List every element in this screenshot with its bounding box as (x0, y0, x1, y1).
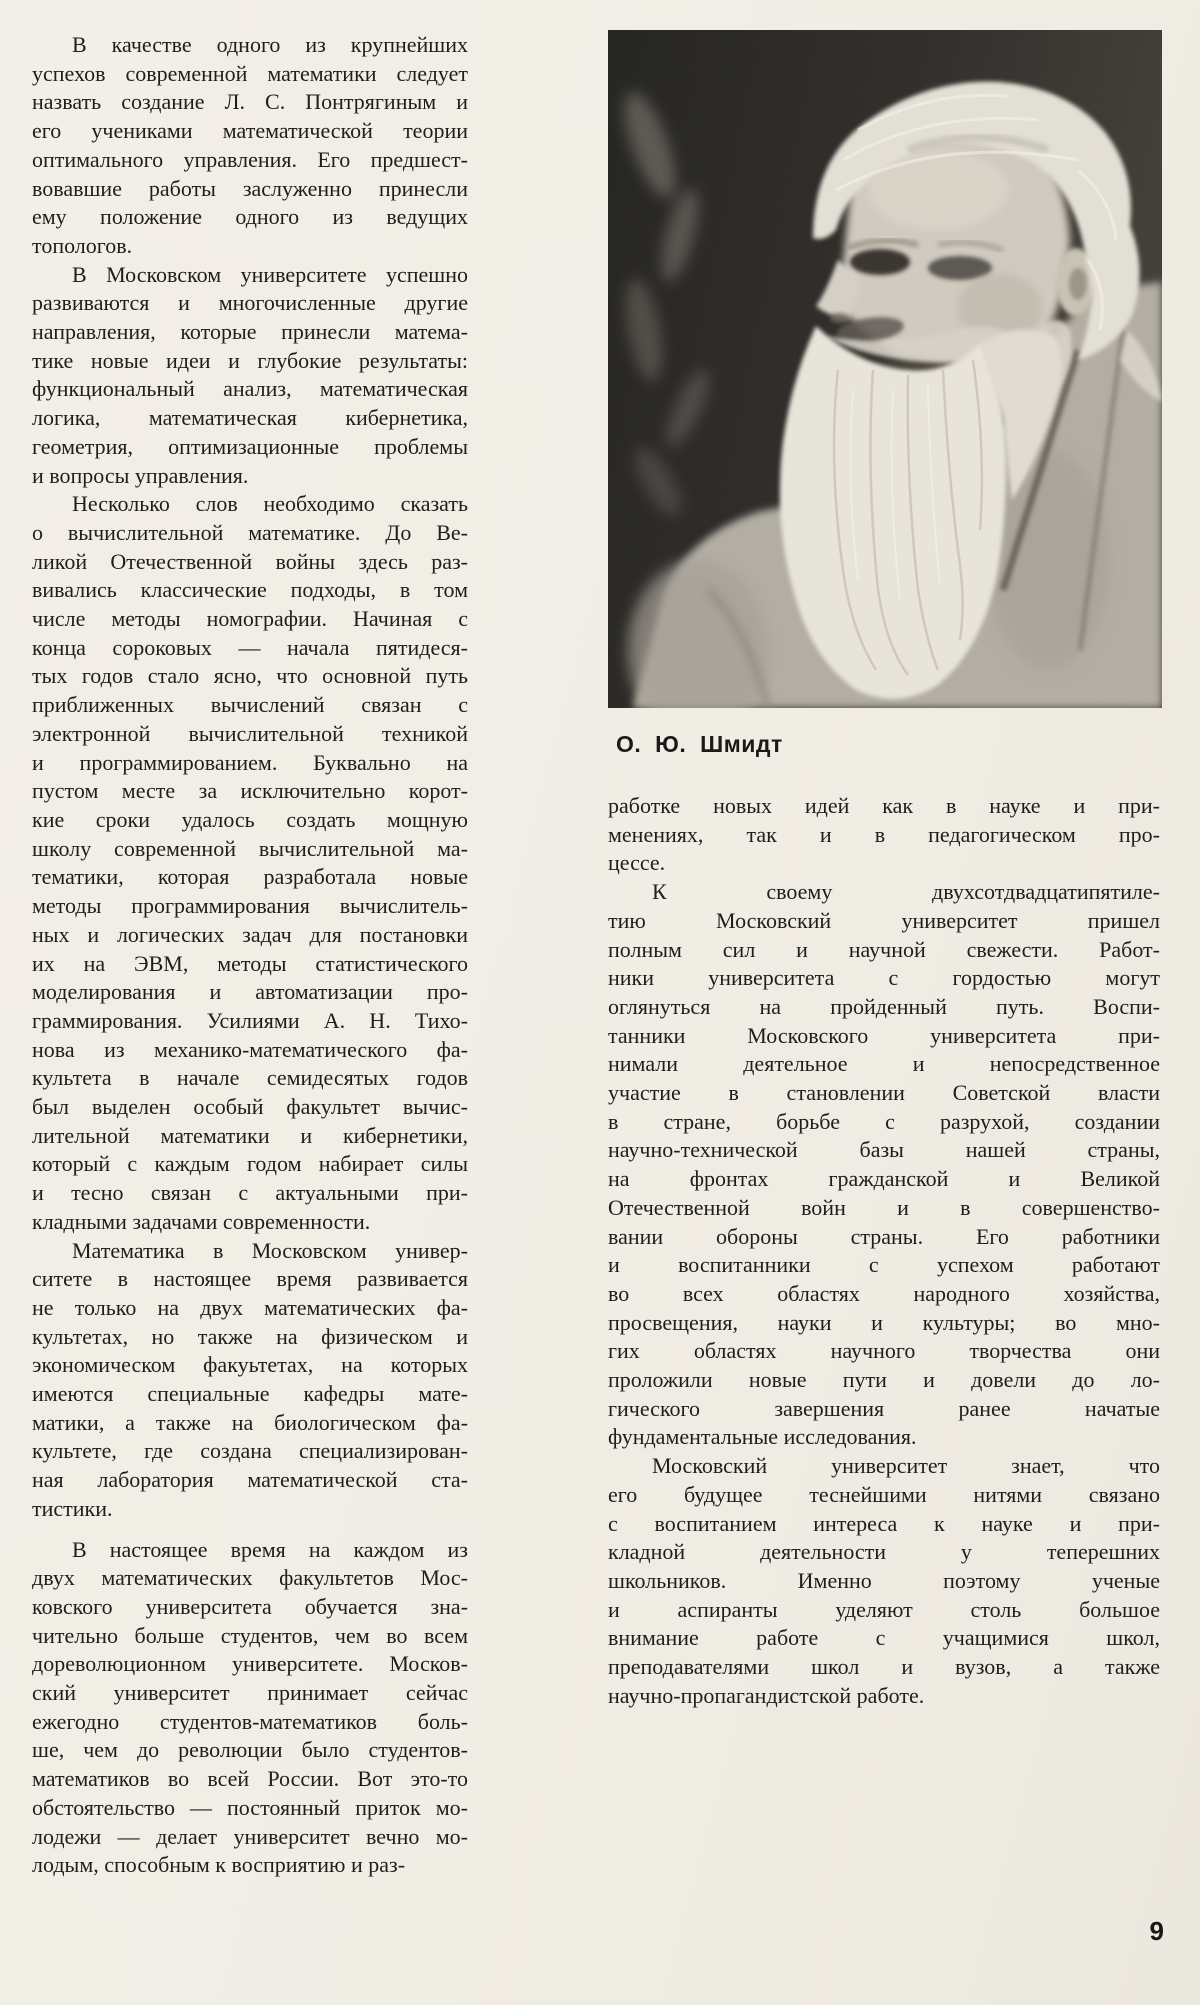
text-line: нимали деятельное и непосредственное (608, 1051, 1160, 1077)
text-line: менениях, так и в педагогическом про- (608, 821, 1160, 847)
text-line: направления, которые принесли матема- (32, 319, 468, 345)
text-line: тике новые идеи и глубокие результаты: (32, 347, 468, 373)
text-line: кладной деятельности у теперешних (608, 1539, 1160, 1565)
text-line: числе методы номографии. Начиная с (32, 606, 468, 632)
paragraph (32, 1536, 468, 1880)
text-line: который с каждым годом набирает силы (32, 1151, 468, 1177)
paragraph (608, 878, 1160, 1452)
text-line: их на ЭВМ, методы статистического (32, 950, 468, 976)
text-line: культете, где создана специализирован- (32, 1438, 468, 1464)
text-line: лодым, способным к восприятию и раз- (32, 1852, 406, 1878)
text-line: во всех областях народного хозяйства, (608, 1280, 1160, 1306)
left-text-column (32, 31, 468, 1880)
text-line: просвещения, науки и культуры; во мно- (608, 1309, 1160, 1335)
text-line: кие сроки удалось создать мощную (32, 806, 468, 832)
text-line: и программированием. Буквально на (32, 749, 468, 775)
text-line: вании обороны страны. Его работники (608, 1223, 1160, 1249)
text-line: гического завершения ранее начатые (608, 1395, 1160, 1421)
text-line: конца сороковых — начала пятидеся- (32, 634, 468, 660)
text-line: нова из механико-математического фа- (32, 1036, 468, 1062)
text-line: ная лаборатория математической ста- (32, 1467, 468, 1493)
text-line: экономическом факуьтетах, на которых (32, 1352, 468, 1378)
text-line: тию Московский университет пришел (608, 907, 1160, 933)
text-line: Московский университет знает, что (652, 1453, 1160, 1479)
text-line: проложили новые пути и довели до ло- (608, 1367, 1160, 1393)
portrait-photo-block (608, 30, 1162, 757)
text-line: ше, чем до революции было студентов- (32, 1737, 468, 1763)
text-line: тистики. (32, 1495, 113, 1521)
text-line: вовавшие работы заслуженно принесли (32, 175, 468, 201)
text-line: двух математических факультетов Мос- (32, 1565, 468, 1591)
text-line: ники университета с гордостью могут (608, 965, 1160, 991)
text-line: тематики, которая разработала новые (32, 864, 468, 890)
text-line: научно-пропагандистской работе. (608, 1682, 925, 1708)
text-line: приближенных вычислений связан с (32, 692, 468, 718)
text-line: цессе. (608, 850, 666, 876)
text-line: математиков во всей России. Вот это-то (32, 1766, 468, 1792)
text-line: и вопросы управления. (32, 462, 249, 488)
paragraph (32, 1237, 468, 1524)
text-line: успехов современной математики следует (32, 60, 468, 86)
text-line: методы программирования вычислитель- (32, 893, 468, 919)
page-number: 9 (1149, 1916, 1164, 1946)
text-line: танники Московского университета при- (608, 1022, 1160, 1048)
text-line: назвать создание Л. С. Понтрягиным и (32, 89, 468, 115)
text-line: не только на двух математических фа- (32, 1294, 468, 1320)
text-line: граммирования. Усилиями А. Н. Тихо- (32, 1007, 468, 1033)
text-line: ных и логических задач для постановки (32, 921, 468, 947)
text-line: обстоятельство — постоянный приток мо- (32, 1794, 468, 1820)
text-line: логика, математическая кибернетика, (32, 405, 468, 431)
text-line: и аспиранты уделяют столь большое (608, 1596, 1160, 1622)
text-line: гих областях научного творчества они (608, 1338, 1160, 1364)
text-line: чительно больше студентов, чем во всем (32, 1622, 468, 1648)
text-line: кладными задачами современности. (32, 1208, 371, 1234)
text-line: тых годов стало ясно, что основной путь (32, 663, 468, 689)
paragraph (608, 792, 1160, 878)
text-line: К своему двухсотдвадцатипятиле- (652, 879, 1160, 905)
text-line: культета в начале семидесятых годов (32, 1065, 468, 1091)
text-line: научно-технической базы нашей страны, (608, 1137, 1160, 1163)
text-line: ему положение одного из ведущих (32, 204, 468, 230)
text-line: Отечественной войн и в совершенство- (608, 1194, 1160, 1220)
text-line: школу современной вычислительной ма- (32, 835, 468, 861)
text-line: оптимального управления. Его предшест- (32, 146, 468, 172)
text-line: В Московском университете успешно (72, 261, 468, 287)
text-line: развиваются и многочисленные другие (32, 290, 468, 316)
text-line: имеются специальные кафедры мате- (32, 1381, 468, 1407)
text-line: с воспитанием интереса к науке и при- (608, 1510, 1160, 1536)
text-line: топологов. (32, 232, 133, 258)
text-line: ситете в настоящее время развивается (32, 1266, 468, 1292)
text-line: ский университет принимает сейчас (32, 1680, 468, 1706)
text-line: ликой Отечественной войны здесь раз- (32, 548, 468, 574)
text-line: вивались классические подходы, в том (32, 577, 468, 603)
text-line: о вычислительной математике. До Ве- (32, 519, 468, 545)
text-line: Несколько слов необходимо сказать (72, 491, 468, 517)
right-text-column (608, 792, 1160, 1711)
text-line: Математика в Московском универ- (72, 1237, 468, 1263)
text-line: лительной математики и кибернетики, (32, 1122, 468, 1148)
text-line: и тесно связан с актуальными при- (32, 1180, 468, 1206)
text-line: культетах, но также на физическом и (32, 1323, 468, 1349)
text-line: матики, а также на биологическом фа- (32, 1409, 468, 1435)
photo-caption: О. Ю. Шмидт (616, 731, 783, 757)
text-line: работке новых идей как в науке и при- (608, 793, 1160, 818)
text-line: оглянуться на пройденный путь. Воспи- (608, 993, 1160, 1019)
text-line: участие в становлении Советской власти (608, 1080, 1160, 1106)
text-line: геометрия, оптимизационные проблемы (32, 433, 468, 459)
text-line: функциональный анализ, математическая (32, 376, 468, 402)
paragraph (32, 31, 468, 261)
text-line: фундаментальные исследования. (608, 1424, 917, 1450)
text-line: лодежи — делает университет вечно мо- (32, 1823, 468, 1849)
text-line: полным сил и научной свежести. Работ- (608, 936, 1160, 962)
text-line: В качестве одного из крупнейших (72, 32, 468, 57)
text-line: его будущее теснейшими нитями связано (608, 1481, 1160, 1507)
paragraph (32, 261, 468, 491)
text-line: на фронтах гражданской и Великой (608, 1166, 1160, 1192)
paragraph (608, 1452, 1160, 1710)
text-line: был выделен особый факультет вычис- (32, 1094, 468, 1120)
text-line: ковского университета обучается зна- (32, 1593, 468, 1619)
text-line: дореволюционном университете. Москов- (32, 1651, 468, 1677)
text-line: в стране, борьбе с разрухой, создании (608, 1108, 1160, 1134)
text-line: ежегодно студентов-математиков боль- (32, 1708, 468, 1734)
text-line: школьников. Именно поэтому ученые (608, 1567, 1160, 1593)
text-line: электронной вычислительной техникой (32, 720, 468, 746)
paragraph (32, 490, 468, 1236)
portrait-of-shmidt-image (608, 30, 1162, 708)
text-line: пустом месте за исключительно корот- (32, 778, 468, 804)
text-line: его учениками математической теории (32, 118, 468, 144)
text-line: преподавателями школ и вузов, а также (608, 1654, 1160, 1680)
text-line: внимание работе с учащимися школ, (608, 1625, 1160, 1651)
text-line: В настоящее время на каждом из (72, 1536, 468, 1562)
text-line: и воспитанники с успехом работают (608, 1252, 1160, 1278)
text-line: моделирования и автоматизации про- (32, 979, 468, 1005)
